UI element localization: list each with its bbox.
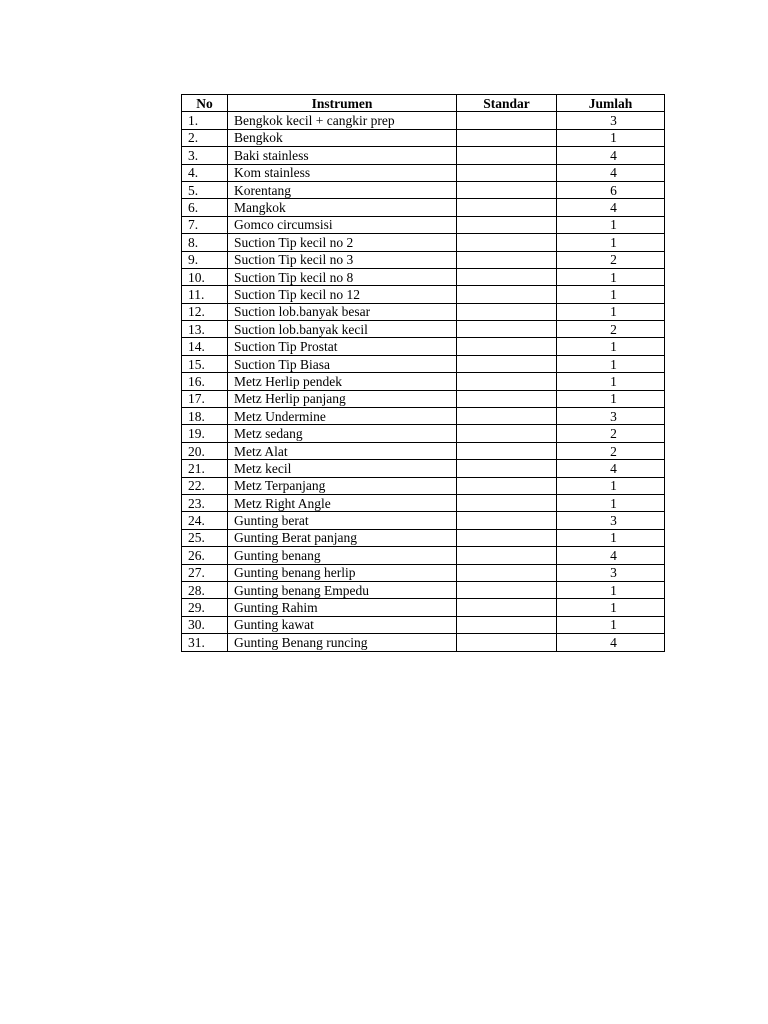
instrument-name: Gunting benang	[228, 547, 457, 564]
table-row	[182, 408, 665, 425]
instrument-name: Baki stainless	[228, 147, 457, 164]
standard-value	[457, 216, 557, 233]
instrument-name: Suction Tip kecil no 12	[228, 286, 457, 303]
row-number: 29.	[182, 599, 228, 616]
instrument-name: Metz Alat	[228, 442, 457, 459]
table-row	[182, 599, 665, 616]
row-number: 22.	[182, 477, 228, 494]
row-number: 14.	[182, 338, 228, 355]
instrument-name: Suction lob.banyak besar	[228, 303, 457, 320]
header-standar: Standar	[457, 95, 557, 112]
row-number: 13.	[182, 321, 228, 338]
quantity-value: 1	[557, 529, 665, 546]
quantity-value: 3	[557, 512, 665, 529]
table-row	[182, 129, 665, 146]
standard-value	[457, 338, 557, 355]
table-row	[182, 181, 665, 198]
quantity-value: 1	[557, 477, 665, 494]
quantity-value: 4	[557, 147, 665, 164]
standard-value	[457, 599, 557, 616]
quantity-value: 2	[557, 321, 665, 338]
quantity-value: 4	[557, 547, 665, 564]
table-row	[182, 373, 665, 390]
header-row	[182, 95, 665, 112]
table-row	[182, 564, 665, 581]
instrument-name: Metz Terpanjang	[228, 477, 457, 494]
table-row	[182, 112, 665, 129]
standard-value	[457, 373, 557, 390]
table-row	[182, 460, 665, 477]
quantity-value: 2	[557, 251, 665, 268]
standard-value	[457, 408, 557, 425]
row-number: 31.	[182, 634, 228, 651]
instrument-name: Metz Herlip panjang	[228, 390, 457, 407]
instrument-name: Suction Tip kecil no 8	[228, 268, 457, 285]
quantity-value: 1	[557, 216, 665, 233]
table-row	[182, 147, 665, 164]
table-row	[182, 216, 665, 233]
instrument-name: Gunting Benang runcing	[228, 634, 457, 651]
standard-value	[457, 286, 557, 303]
quantity-value: 1	[557, 303, 665, 320]
table-row	[182, 251, 665, 268]
table-row	[182, 355, 665, 372]
quantity-value: 2	[557, 425, 665, 442]
table-row	[182, 234, 665, 251]
instrument-name: Bengkok kecil + cangkir prep	[228, 112, 457, 129]
quantity-value: 4	[557, 634, 665, 651]
row-number: 21.	[182, 460, 228, 477]
quantity-value: 3	[557, 564, 665, 581]
quantity-value: 4	[557, 199, 665, 216]
standard-value	[457, 268, 557, 285]
row-number: 9.	[182, 251, 228, 268]
row-number: 30.	[182, 616, 228, 633]
table-row	[182, 425, 665, 442]
standard-value	[457, 529, 557, 546]
table-row	[182, 512, 665, 529]
instrument-name: Gunting Rahim	[228, 599, 457, 616]
table-row	[182, 634, 665, 651]
standard-value	[457, 234, 557, 251]
table-row	[182, 164, 665, 181]
row-number: 4.	[182, 164, 228, 181]
table-row	[182, 442, 665, 459]
instrument-name: Gomco circumsisi	[228, 216, 457, 233]
row-number: 11.	[182, 286, 228, 303]
quantity-value: 1	[557, 268, 665, 285]
table-row	[182, 338, 665, 355]
table-row	[182, 547, 665, 564]
quantity-value: 3	[557, 112, 665, 129]
table-header	[182, 95, 665, 112]
quantity-value: 1	[557, 494, 665, 511]
quantity-value: 1	[557, 129, 665, 146]
table-row	[182, 303, 665, 320]
table-row	[182, 268, 665, 285]
standard-value	[457, 442, 557, 459]
standard-value	[457, 164, 557, 181]
row-number: 23.	[182, 494, 228, 511]
table-row	[182, 494, 665, 511]
instrument-name: Metz sedang	[228, 425, 457, 442]
instrument-name: Korentang	[228, 181, 457, 198]
instrument-name: Kom stainless	[228, 164, 457, 181]
instrument-name: Suction Tip Prostat	[228, 338, 457, 355]
instrument-name: Mangkok	[228, 199, 457, 216]
row-number: 26.	[182, 547, 228, 564]
header-no: No	[182, 95, 228, 112]
quantity-value: 2	[557, 442, 665, 459]
standard-value	[457, 199, 557, 216]
standard-value	[457, 112, 557, 129]
quantity-value: 4	[557, 460, 665, 477]
standard-value	[457, 477, 557, 494]
row-number: 17.	[182, 390, 228, 407]
instrument-name: Suction lob.banyak kecil	[228, 321, 457, 338]
standard-value	[457, 321, 557, 338]
standard-value	[457, 616, 557, 633]
standard-value	[457, 512, 557, 529]
quantity-value: 1	[557, 581, 665, 598]
standard-value	[457, 634, 557, 651]
row-number: 24.	[182, 512, 228, 529]
quantity-value: 1	[557, 338, 665, 355]
row-number: 6.	[182, 199, 228, 216]
instrument-name: Gunting benang herlip	[228, 564, 457, 581]
quantity-value: 1	[557, 599, 665, 616]
row-number: 3.	[182, 147, 228, 164]
quantity-value: 1	[557, 390, 665, 407]
instrument-table	[181, 94, 665, 652]
row-number: 27.	[182, 564, 228, 581]
standard-value	[457, 564, 557, 581]
standard-value	[457, 494, 557, 511]
header-instrumen: Instrumen	[228, 95, 457, 112]
row-number: 20.	[182, 442, 228, 459]
quantity-value: 6	[557, 181, 665, 198]
header-jumlah: Jumlah	[557, 95, 665, 112]
standard-value	[457, 147, 557, 164]
table-row	[182, 321, 665, 338]
standard-value	[457, 251, 557, 268]
instrument-name: Metz Herlip pendek	[228, 373, 457, 390]
row-number: 12.	[182, 303, 228, 320]
standard-value	[457, 581, 557, 598]
standard-value	[457, 547, 557, 564]
instrument-name: Gunting berat	[228, 512, 457, 529]
standard-value	[457, 355, 557, 372]
row-number: 10.	[182, 268, 228, 285]
row-number: 7.	[182, 216, 228, 233]
quantity-value: 1	[557, 234, 665, 251]
table-body	[182, 112, 665, 651]
quantity-value: 1	[557, 616, 665, 633]
instrument-name: Gunting kawat	[228, 616, 457, 633]
table-row	[182, 390, 665, 407]
quantity-value: 4	[557, 164, 665, 181]
standard-value	[457, 390, 557, 407]
quantity-value: 1	[557, 355, 665, 372]
standard-value	[457, 129, 557, 146]
standard-value	[457, 181, 557, 198]
table-row	[182, 616, 665, 633]
row-number: 28.	[182, 581, 228, 598]
row-number: 16.	[182, 373, 228, 390]
row-number: 18.	[182, 408, 228, 425]
row-number: 2.	[182, 129, 228, 146]
quantity-value: 3	[557, 408, 665, 425]
instrument-name: Suction Tip Biasa	[228, 355, 457, 372]
table-row	[182, 286, 665, 303]
row-number: 5.	[182, 181, 228, 198]
table-row	[182, 477, 665, 494]
instrument-name: Suction Tip kecil no 2	[228, 234, 457, 251]
instrument-name: Gunting Berat panjang	[228, 529, 457, 546]
table-row	[182, 529, 665, 546]
instrument-name: Suction Tip kecil no 3	[228, 251, 457, 268]
instrument-name: Gunting benang Empedu	[228, 581, 457, 598]
table-row	[182, 581, 665, 598]
quantity-value: 1	[557, 286, 665, 303]
instrument-name: Metz Right Angle	[228, 494, 457, 511]
instrument-name: Metz Undermine	[228, 408, 457, 425]
instrument-name: Bengkok	[228, 129, 457, 146]
row-number: 25.	[182, 529, 228, 546]
standard-value	[457, 303, 557, 320]
instrument-name: Metz kecil	[228, 460, 457, 477]
row-number: 15.	[182, 355, 228, 372]
row-number: 8.	[182, 234, 228, 251]
standard-value	[457, 460, 557, 477]
row-number: 1.	[182, 112, 228, 129]
standard-value	[457, 425, 557, 442]
row-number: 19.	[182, 425, 228, 442]
table-row	[182, 199, 665, 216]
quantity-value: 1	[557, 373, 665, 390]
